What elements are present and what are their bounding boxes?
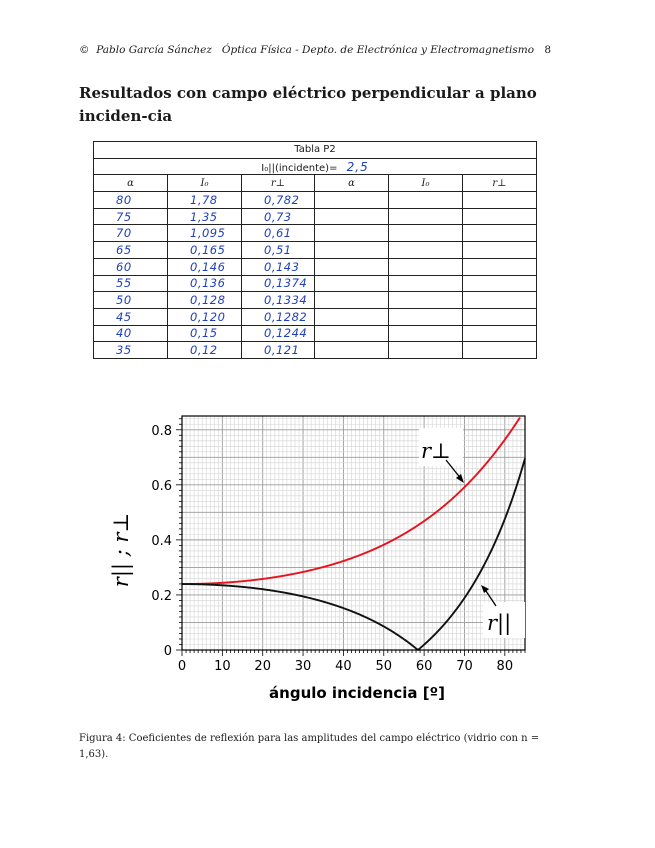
section-title: Resultados con campo eléctrico perpendicular a plano inciden-cia [79, 84, 537, 125]
table-cell-empty [315, 225, 389, 242]
y-tick-label: 0 [163, 644, 172, 659]
table-row [94, 225, 537, 242]
table-cell-r: 0,61 [242, 225, 315, 242]
table-cell-i0: 1,35 [168, 208, 242, 225]
table-cell-i0: 0,128 [168, 292, 242, 309]
table-cell-r: 0,143 [242, 258, 315, 275]
table-cell-empty [463, 325, 537, 342]
table-cell-r: 0,121 [242, 342, 315, 359]
table-cell-i0: 0,15 [168, 325, 242, 342]
x-tick-label: 50 [375, 659, 393, 674]
table-cell-r: 0,73 [242, 208, 315, 225]
plot-area [182, 416, 525, 650]
table-cell-alpha: 55 [94, 275, 168, 292]
table-cell-r: 0,1334 [242, 292, 315, 309]
table-cell-empty [315, 308, 389, 325]
table-cell-empty [389, 192, 463, 209]
header-course: Óptica Física - Depto. de Electrónica y Electromagnetismo [221, 44, 535, 56]
x-tick-label: 80 [496, 659, 514, 674]
table-cell-empty [389, 275, 463, 292]
table-cell-empty [315, 342, 389, 359]
table-cell-empty [389, 342, 463, 359]
table-cell-alpha: 35 [94, 342, 168, 359]
column-header-row [94, 175, 537, 192]
y-tick-label: 0.4 [151, 533, 172, 549]
table-cell-i0: 0,120 [168, 308, 242, 325]
header-left [79, 44, 534, 56]
annotation-r-par-label: r|| [487, 611, 512, 635]
table-cell-empty [463, 258, 537, 275]
table-cell-alpha: 50 [94, 292, 168, 309]
table-cell-i0: 0,136 [168, 275, 242, 292]
table-cell-empty [463, 225, 537, 242]
table-cell-r: 0,782 [242, 192, 315, 209]
x-tick-label: 30 [294, 659, 312, 674]
table-cell-alpha: 65 [94, 242, 168, 259]
table-row [94, 325, 537, 342]
table-cell-empty [463, 292, 537, 309]
table-cell-empty [315, 325, 389, 342]
copyright-symbol: © [79, 44, 90, 56]
table-cell-empty [389, 225, 463, 242]
page-header [79, 44, 551, 56]
table-row [94, 258, 537, 275]
column-header: α [315, 175, 389, 192]
x-tick-label: 60 [415, 659, 433, 674]
table-row [94, 208, 537, 225]
table-row [94, 292, 537, 309]
y-tick-label: 0.6 [151, 478, 172, 494]
column-header: α [94, 175, 168, 192]
table-cell-empty [463, 308, 537, 325]
annotation-r-perp-label: r⊥ [421, 439, 451, 463]
table-cell-empty [389, 242, 463, 259]
table-title: Tabla P2 [94, 142, 537, 159]
page-number: 8 [544, 44, 551, 56]
table-cell-empty [315, 275, 389, 292]
table-cell-empty [463, 275, 537, 292]
table-cell-alpha: 80 [94, 192, 168, 209]
table-cell-alpha: 70 [94, 225, 168, 242]
table-cell-alpha: 75 [94, 208, 168, 225]
table-row [94, 308, 537, 325]
y-tick-label: 0.2 [151, 588, 172, 604]
table-cell-i0: 0,146 [168, 258, 242, 275]
table-cell-empty [463, 242, 537, 259]
column-header: r⊥ [463, 175, 537, 192]
x-tick-label: 40 [335, 659, 352, 674]
table-body [94, 192, 537, 359]
table-cell-alpha: 45 [94, 308, 168, 325]
table-cell-empty [389, 325, 463, 342]
results-table [93, 141, 537, 359]
table-cell-alpha: 60 [94, 258, 168, 275]
incident-value: 2,5 [346, 159, 369, 174]
table-cell-empty [315, 208, 389, 225]
table-cell-empty [389, 208, 463, 225]
table-cell-i0: 0,12 [168, 342, 242, 359]
x-tick-label: 10 [214, 659, 231, 674]
header-author: Pablo García Sánchez [96, 44, 212, 56]
incident-row [94, 158, 537, 175]
table-cell-empty [463, 342, 537, 359]
table-cell-empty [315, 258, 389, 275]
reflection-chart [100, 408, 540, 708]
table-row [94, 242, 537, 259]
table-row [94, 192, 537, 209]
table-cell-empty [315, 192, 389, 209]
table-cell-r: 0,1244 [242, 325, 315, 342]
y-axis-label: r|| ; r⊥ [109, 512, 133, 588]
table-cell-alpha: 40 [94, 325, 168, 342]
table-cell-empty [389, 292, 463, 309]
y-tick-label: 0.8 [151, 423, 172, 439]
column-header: I₀ [389, 175, 463, 192]
x-tick-label: 0 [177, 659, 187, 674]
table-cell-empty [463, 208, 537, 225]
table-cell-r: 0,1374 [242, 275, 315, 292]
table-cell-empty [315, 242, 389, 259]
chart-grid [182, 416, 525, 650]
table-cell-empty [463, 192, 537, 209]
x-tick-label: 70 [456, 659, 473, 674]
table-cell-r: 0,1282 [242, 308, 315, 325]
table-cell-r: 0,51 [242, 242, 315, 259]
table-cell-i0: 0,165 [168, 242, 242, 259]
table-cell-empty [389, 308, 463, 325]
column-header: I₀ [168, 175, 242, 192]
table-row [94, 342, 537, 359]
x-tick-label: 20 [254, 659, 271, 674]
table-cell-i0: 1,78 [168, 192, 242, 209]
x-axis-label: ángulo incidencia [º] [269, 684, 445, 702]
table-row [94, 275, 537, 292]
table-cell-empty [389, 258, 463, 275]
figure-caption: Figura 4: Coeficientes de reflexión para las amplitudes del campo eléctrico (vidrio con n = 1,63). [79, 733, 540, 760]
table-cell-empty [315, 292, 389, 309]
column-header: r⊥ [242, 175, 315, 192]
incident-label: I₀||(incidente)= [261, 162, 338, 174]
table-cell-i0: 1,095 [168, 225, 242, 242]
